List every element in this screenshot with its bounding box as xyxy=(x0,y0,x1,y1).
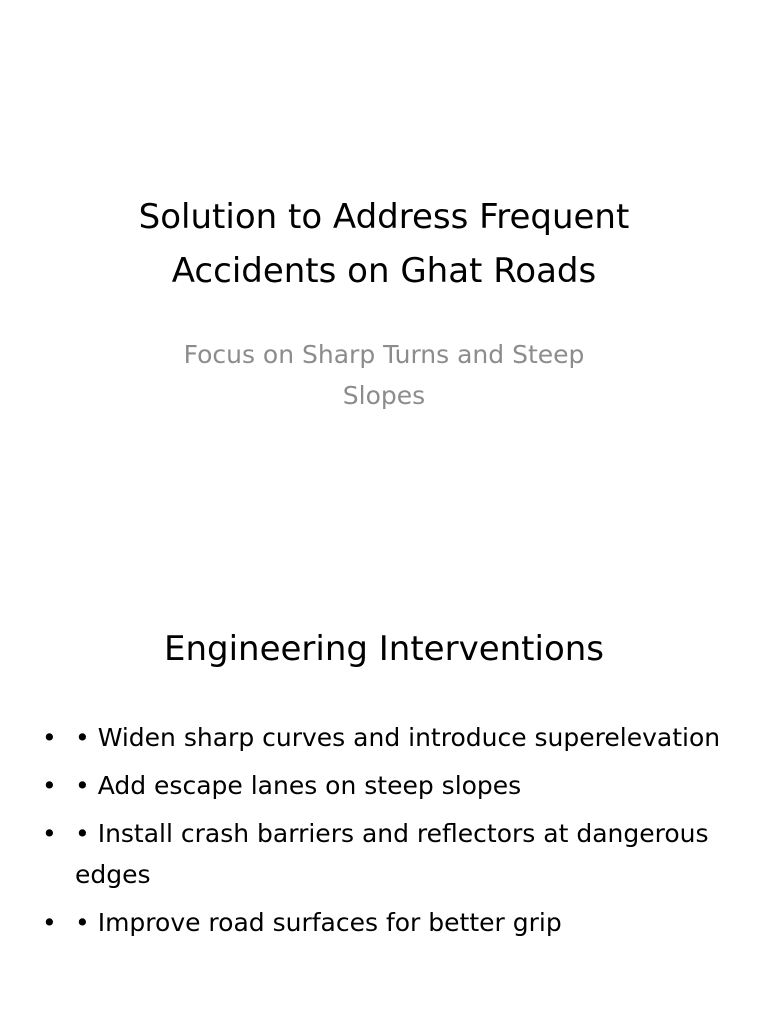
bullet-marker: • xyxy=(42,723,57,752)
slide-subtitle-line-1: Focus on Sharp Turns and Steep xyxy=(183,340,585,369)
bullet-item xyxy=(42,717,732,758)
slide-subtitle xyxy=(110,334,658,416)
bullet-text: • Add escape lanes on steep slopes xyxy=(75,771,522,800)
slide-title-line-1: Solution to Address Frequent xyxy=(138,197,630,237)
bullet-text: • Improve road surfaces for better grip xyxy=(75,908,562,937)
content-slide-title: Engineering Interventions xyxy=(163,629,605,669)
bullet-item xyxy=(42,765,732,806)
bullet-marker: • xyxy=(42,771,57,800)
bullet-marker: • xyxy=(42,819,57,848)
slide-title-line-2: Accidents on Ghat Roads xyxy=(171,251,597,291)
bullet-list xyxy=(42,717,732,950)
bullet-marker: • xyxy=(42,908,57,937)
content-slide xyxy=(0,512,768,1024)
bullet-text: • Widen sharp curves and introduce superelevation xyxy=(75,723,721,752)
slide-subtitle-line-2: Slopes xyxy=(342,381,426,410)
bullet-item xyxy=(42,813,732,895)
bullet-text: • Install crash barriers and reflectors at dangerous edges xyxy=(75,819,709,889)
bullet-item xyxy=(42,902,732,943)
slide-title xyxy=(60,190,708,298)
